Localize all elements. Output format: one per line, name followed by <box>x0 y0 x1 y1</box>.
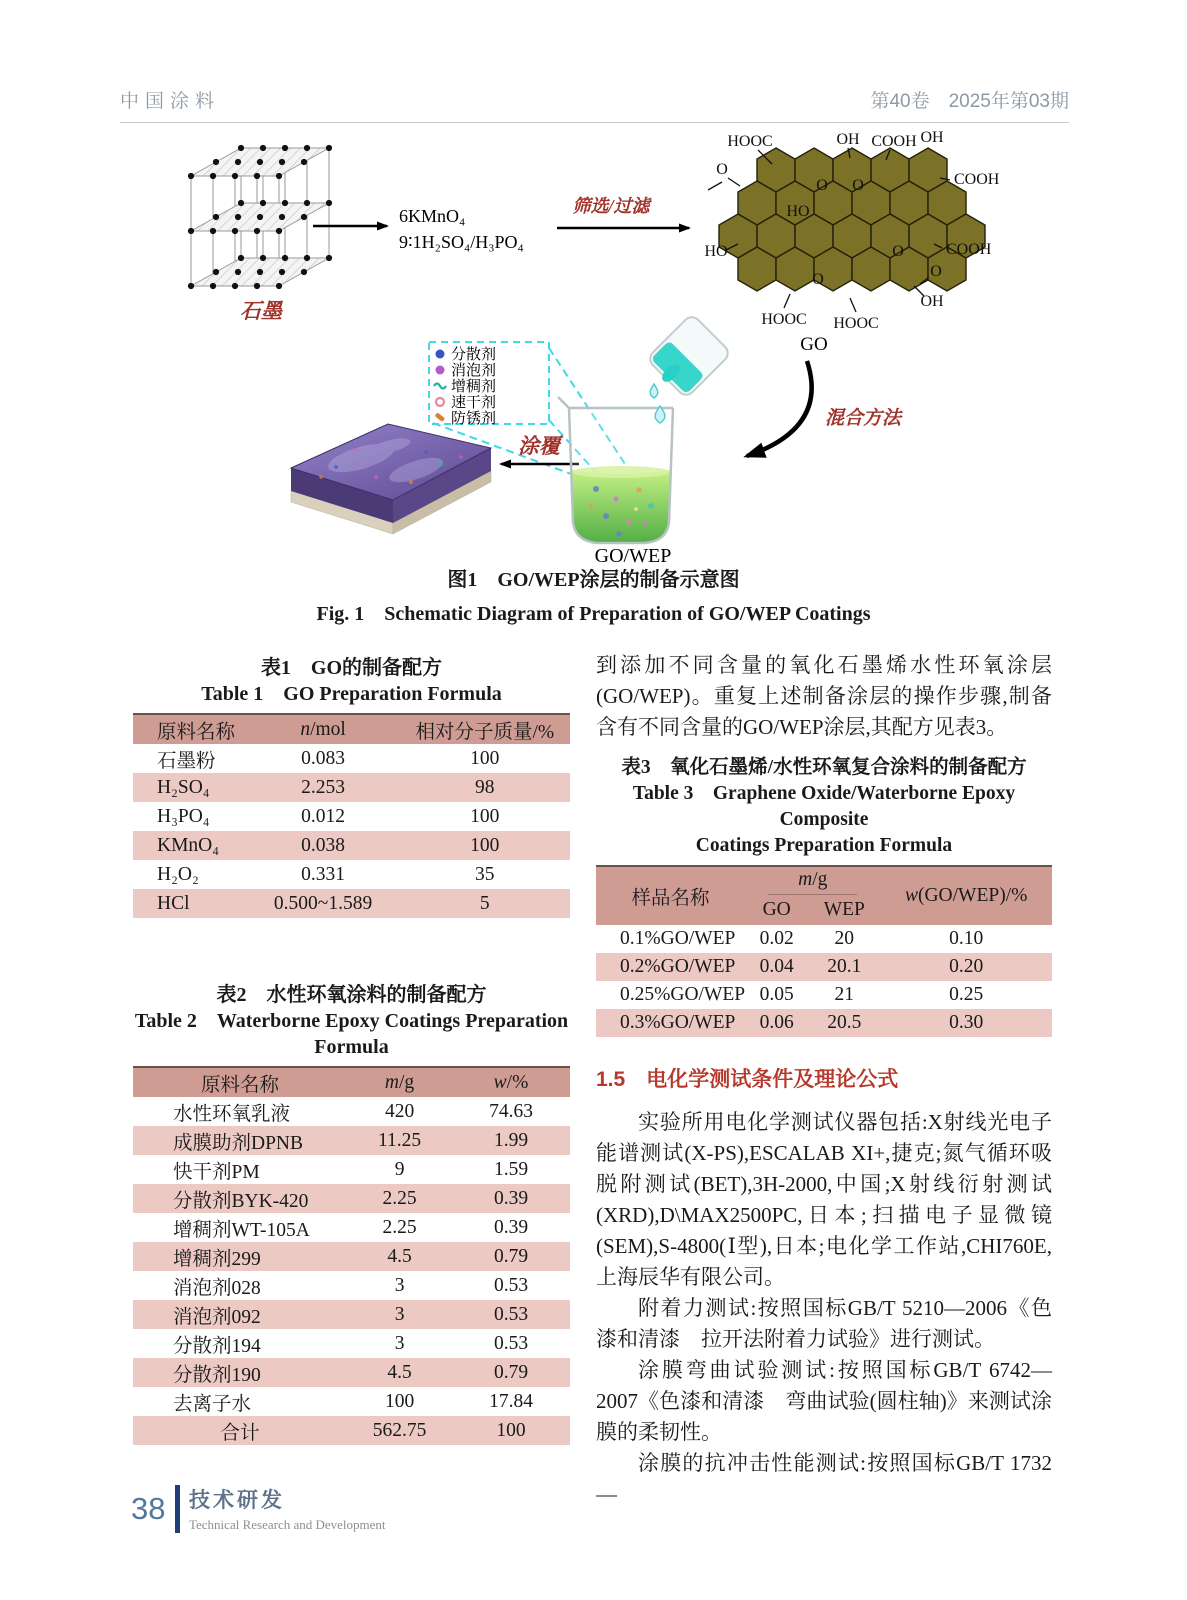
table-row <box>596 1009 1052 1037</box>
page-footer <box>131 1484 386 1533</box>
cell: 0.02 <box>759 928 794 949</box>
footer-section-zh: 技术研发 <box>188 1489 285 1512</box>
coated-panel <box>291 424 491 534</box>
group-label: O <box>812 271 824 288</box>
group-label: O <box>816 177 828 194</box>
table1 <box>133 713 570 918</box>
legend-quickdry: 速干剂 <box>451 395 497 411</box>
figure-1-canvas <box>133 126 1053 568</box>
cell: 0.06 <box>759 1012 794 1033</box>
cell: 0.2%GO/WEP <box>620 956 736 977</box>
footer-section <box>189 1484 386 1533</box>
cell: 100 <box>470 834 500 856</box>
cell: 1.59 <box>493 1158 529 1180</box>
col-header: m/g <box>745 866 880 895</box>
cell: 0.53 <box>493 1303 529 1325</box>
table-row <box>133 889 570 918</box>
group-label: HO <box>786 203 810 220</box>
go-sheet <box>704 129 999 355</box>
cell: 0.79 <box>493 1245 529 1267</box>
col-header: m/g <box>384 1071 415 1093</box>
cell: 0.04 <box>759 956 794 977</box>
cell: 11.25 <box>377 1129 422 1151</box>
dispersant-dot-icon <box>436 350 445 359</box>
table-row <box>133 1329 570 1358</box>
group-label: OH <box>836 131 860 148</box>
cell: 20.5 <box>827 1012 862 1033</box>
table-row <box>596 925 1052 953</box>
cell: 100 <box>470 805 500 827</box>
cell: 0.39 <box>493 1187 529 1209</box>
table-row <box>133 1155 570 1184</box>
cell: 0.20 <box>949 956 984 977</box>
table-row <box>133 1126 570 1155</box>
table2-title-en2: Formula <box>314 1036 389 1058</box>
table2-title-zh: 表2 水性环氧涂料的制备配方 <box>216 984 487 1006</box>
group-label: COOH <box>954 171 1000 188</box>
table-row <box>133 1271 570 1300</box>
reagent-line-2: 9∶1H₂SO₄/H₃PO₄ <box>399 232 524 252</box>
defoamer-dot-icon <box>436 366 445 375</box>
cell: 100 <box>470 747 500 769</box>
table3-title-en1: Table 3 Graphene Oxide/Waterborne Epoxy Composite <box>632 783 1016 830</box>
group-label: OH <box>920 293 944 310</box>
go-label: GO <box>800 334 828 355</box>
volume-issue: 第40卷 2025年第03期 <box>870 91 1069 112</box>
mix-arrow <box>747 361 812 456</box>
cell: 消泡剂028 <box>173 1277 261 1299</box>
table3-title-zh: 表3 氧化石墨烯/水性环氧复合涂料的制备配方 <box>621 757 1027 778</box>
cell: 98 <box>475 776 495 798</box>
quickdry-ring-icon <box>436 398 444 406</box>
col-header: 样品名称 <box>631 888 710 909</box>
right-column <box>596 650 1052 1510</box>
legend-thickener: 增稠剂 <box>451 379 497 395</box>
cell: H₂O₂ <box>157 863 199 885</box>
cell: 0.05 <box>759 984 794 1005</box>
cell: 去离子水 <box>173 1393 252 1415</box>
table3 <box>596 865 1052 1037</box>
cell: 9 <box>394 1158 405 1180</box>
group-label: OH <box>920 129 944 146</box>
group-label: COOH <box>871 133 917 150</box>
section-1-5-heading: 1.5 电化学测试条件及理论公式 <box>596 1068 899 1091</box>
figure-caption <box>120 563 1067 626</box>
group-label: HO <box>704 243 728 260</box>
cell: 0.30 <box>949 1012 984 1033</box>
cell: 1.99 <box>493 1129 529 1151</box>
cell: 0.331 <box>301 863 346 885</box>
legend-antirust: 防锈剂 <box>451 411 497 427</box>
table1-title-zh: 表1 GO的制备配方 <box>260 657 443 679</box>
cell: 21 <box>834 984 855 1005</box>
cell: 0.25 <box>949 984 984 1005</box>
journal-name: 中国涂料 <box>120 91 221 112</box>
col-header: WEP <box>823 899 865 920</box>
adhesion-test-paragraph: 附着力测试:按照国标GB/T 5210—2006《色漆和清漆 拉开法附着力试验》进行测试。 <box>596 1296 1052 1351</box>
mix-method-label: 混合方法 <box>825 408 902 429</box>
thickener-squiggle-icon <box>434 384 446 389</box>
page-number: 38 <box>131 1490 166 1526</box>
col-header: w/% <box>493 1071 529 1093</box>
cell: 0.1%GO/WEP <box>620 928 736 949</box>
footer-section-en: Technical Research and Development <box>188 1517 386 1532</box>
col-header: w(GO/WEP)/% <box>904 885 1028 906</box>
cell: 0.500~1.589 <box>273 892 373 914</box>
cell: 562.75 <box>372 1419 427 1441</box>
impact-test-paragraph: 涂膜的抗冲击性能测试:按照国标GB/T 1732— <box>596 1451 1052 1506</box>
cell: 0.53 <box>493 1274 529 1296</box>
table-row <box>133 860 570 889</box>
cell: 0.39 <box>493 1216 529 1238</box>
cell: 20 <box>834 928 855 949</box>
cell: 0.53 <box>493 1332 529 1354</box>
cell: 0.25%GO/WEP <box>620 984 746 1005</box>
instruments-paragraph: 实验所用电化学测试仪器包括:X射线光电子能谱测试(X-PS),ESCALAB XI+,捷克;氮气循环吸脱附测试(BET),3H-2000,中国;X射线衍射测试(XRD),D\MAX2500PC,日本;扫描电子显微镜(SEM),S-4800(Ⅰ型),日本;电化学工作站,CHI760E,上海辰华有限公司。 <box>596 1110 1052 1289</box>
cell: HCl <box>157 892 190 914</box>
table2-header-row <box>133 1067 570 1097</box>
figure-1 <box>133 126 1053 568</box>
additive-legend <box>429 342 549 427</box>
col-header: 原料名称 <box>157 721 236 743</box>
cell: 5 <box>479 892 490 914</box>
table-row <box>133 802 570 831</box>
table-row <box>133 1213 570 1242</box>
cell: H₂SO₄ <box>157 776 210 798</box>
coating-label: 涂覆 <box>518 434 560 458</box>
table2-total-row <box>133 1416 570 1445</box>
bend-test-paragraph: 涂膜弯曲试验测试:按照国标GB/T 6742—2007《色漆和清漆 弯曲试验(圆柱轴)》来测试涂膜的柔韧性。 <box>596 1358 1052 1444</box>
group-label: HOOC <box>833 315 879 332</box>
cell: 17.84 <box>489 1390 533 1412</box>
footer-divider-bar <box>175 1485 180 1533</box>
cell: 0.083 <box>301 747 346 769</box>
antirust-dash-icon <box>435 412 446 422</box>
table-row <box>133 773 570 802</box>
col-header: n/mol <box>300 718 346 740</box>
cell: 4.5 <box>387 1361 412 1383</box>
cell: 快干剂PM <box>173 1161 260 1183</box>
group-label: O <box>716 161 728 178</box>
cell: 分散剂190 <box>173 1364 261 1386</box>
intro-paragraph: 到添加不同含量的氧化石墨烯水性环氧涂层(GO/WEP)。重复上述制备涂层的操作步骤,制备含有不同含量的GO/WEP涂层,其配方见表3。 <box>596 653 1052 739</box>
group-label: HOOC <box>727 133 773 150</box>
table-row <box>133 1097 570 1126</box>
cell: 石墨粉 <box>157 750 216 772</box>
cell: 100 <box>496 1419 526 1441</box>
graphite-structure <box>188 145 332 289</box>
table3-header-row <box>596 866 1052 895</box>
cell: 增稠剂299 <box>173 1248 261 1270</box>
table1-header-row <box>133 714 570 744</box>
legend-defoamer: 消泡剂 <box>451 363 497 379</box>
cell: 增稠剂WT-105A <box>173 1219 310 1241</box>
table3-title-en2: Coatings Preparation Formula <box>695 835 953 856</box>
cell: 0.10 <box>949 928 984 949</box>
filter-step-label: 筛选/过滤 <box>572 196 650 216</box>
cell: 水性环氧乳液 <box>173 1103 291 1125</box>
cell: 420 <box>384 1100 415 1122</box>
group-label: O <box>930 263 942 280</box>
group-label: O <box>892 243 904 260</box>
cell: 合计 <box>220 1422 260 1444</box>
cell: 100 <box>384 1390 415 1412</box>
table-row <box>133 744 570 773</box>
table1-title-en: Table 1 GO Preparation Formula <box>201 683 502 705</box>
reagent-line-1: 6KMnO₄ <box>399 206 466 226</box>
product-label: GO/WEP <box>594 545 672 567</box>
cell: 分散剂BYK-420 <box>173 1190 309 1212</box>
figure-caption-en: Fig. 1 Schematic Diagram of Preparation of GO/WEP Coatings <box>316 603 871 625</box>
table-row <box>596 981 1052 1009</box>
table-row <box>133 1184 570 1213</box>
cell: 35 <box>475 863 495 885</box>
col-header: GO <box>762 899 791 920</box>
graphite-label: 石墨 <box>240 299 282 323</box>
pouring-flask <box>647 314 732 423</box>
cell: 0.79 <box>493 1361 529 1383</box>
cell: 0.012 <box>301 805 346 827</box>
col-header: 相对分子质量/% <box>415 721 555 743</box>
cell: KMnO₄ <box>157 834 220 856</box>
col-header: 原料名称 <box>201 1074 280 1096</box>
table-row <box>596 953 1052 981</box>
cell: 3 <box>394 1332 405 1354</box>
cell: 3 <box>394 1274 405 1296</box>
cell: 成膜助剂DPNB <box>173 1132 304 1154</box>
cell: 2.253 <box>301 776 346 798</box>
table2-title-en1: Table 2 Waterborne Epoxy Coatings Preparation <box>134 1010 569 1032</box>
table-row <box>133 1300 570 1329</box>
group-label: O <box>852 177 864 194</box>
legend-dispersant: 分散剂 <box>451 347 497 363</box>
cell: 4.5 <box>387 1245 412 1267</box>
cell: H₃PO₄ <box>157 805 210 827</box>
cell: 0.038 <box>301 834 346 856</box>
group-label: COOH <box>946 241 992 258</box>
cell: 2.25 <box>382 1216 417 1238</box>
cell: 20.1 <box>827 956 862 977</box>
page-header <box>120 86 1069 123</box>
table-row <box>133 1358 570 1387</box>
group-label: HOOC <box>761 311 807 328</box>
left-column <box>133 655 570 1445</box>
cell: 分散剂194 <box>173 1335 261 1357</box>
cell: 74.63 <box>489 1100 533 1122</box>
table-row <box>133 831 570 860</box>
figure-caption-zh: 图1 GO/WEP涂层的制备示意图 <box>447 569 740 591</box>
table2 <box>133 1066 570 1445</box>
cell: 3 <box>394 1303 405 1325</box>
cell: 0.3%GO/WEP <box>620 1012 736 1033</box>
table-row <box>133 1387 570 1416</box>
cell: 2.25 <box>382 1187 417 1209</box>
cell: 消泡剂092 <box>173 1306 261 1328</box>
droplet-icon <box>650 384 658 398</box>
table-row <box>133 1242 570 1271</box>
